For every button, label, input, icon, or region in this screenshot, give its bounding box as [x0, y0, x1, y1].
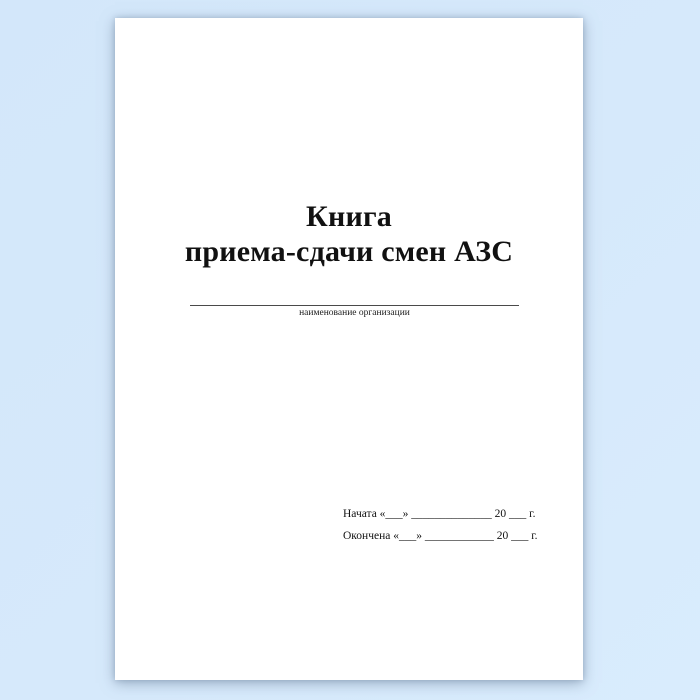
document-cover-page	[115, 18, 583, 680]
finished-date-line: Окончена «___» ____________ 20 ___ г.	[343, 529, 538, 542]
organization-field-caption: наименование организации	[299, 308, 410, 318]
document-title	[115, 199, 583, 269]
started-date-line: Начата «___» ______________ 20 ___ г.	[343, 508, 536, 520]
dates-block	[343, 504, 538, 547]
document-title-line-1: Книга	[306, 200, 392, 233]
organization-name-field	[190, 305, 519, 319]
document-title-line-2: приема-сдачи смен АЗС	[184, 235, 514, 268]
organization-fill-rule	[190, 305, 519, 306]
